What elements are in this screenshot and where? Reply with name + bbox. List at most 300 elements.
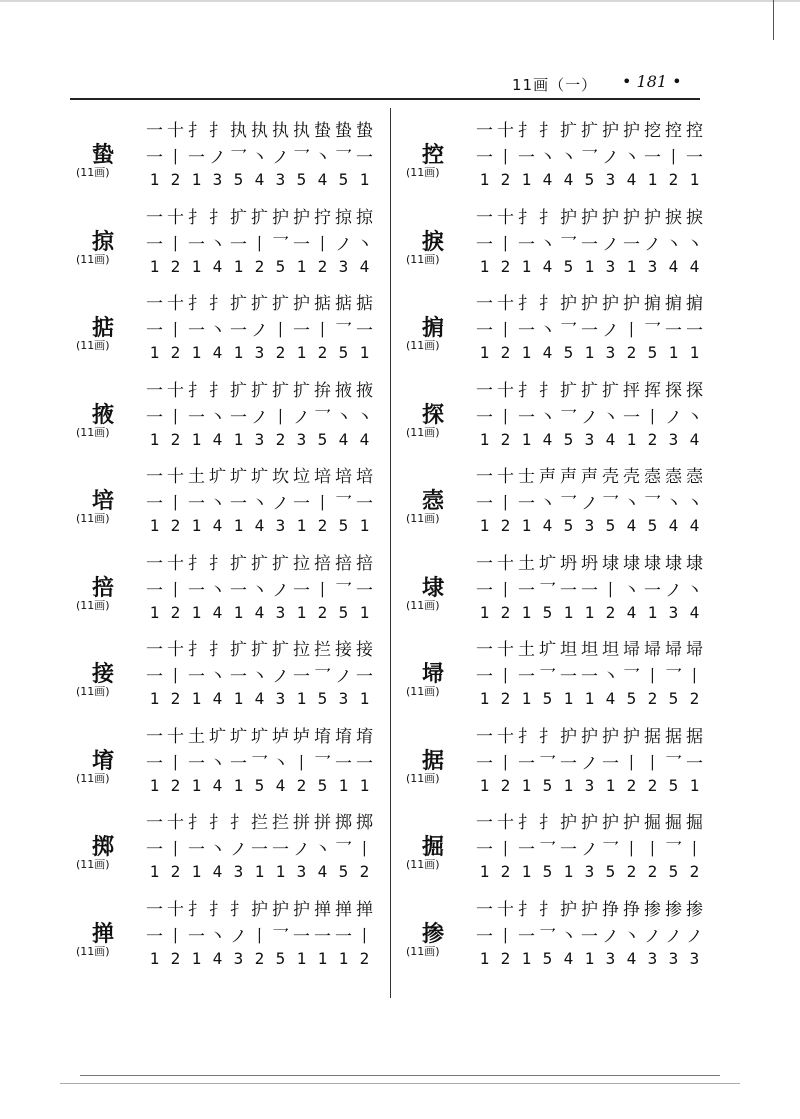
stroke-shape: 丨 — [497, 494, 514, 514]
progression-glyph: 护 — [581, 207, 598, 228]
stroke-code: 4 — [689, 429, 700, 449]
stroke-code: 2 — [275, 429, 286, 449]
progression-glyph: 掮 — [644, 294, 661, 314]
progression-glyph: 一 — [146, 553, 163, 574]
stroke-code: 1 — [149, 516, 160, 535]
stroke-code: 2 — [170, 170, 181, 189]
progression-glyph: 十 — [497, 640, 514, 660]
stroke-shape: 乛 — [560, 321, 577, 341]
stroke-shape: 丨 — [497, 840, 514, 860]
stroke-code: 5 — [317, 689, 328, 708]
stroke-code: 4 — [689, 256, 700, 276]
stroke-code-row — [144, 343, 375, 362]
entry-character: 接 — [91, 662, 114, 687]
stroke-code: 5 — [605, 862, 616, 881]
stroke-code: 5 — [338, 343, 349, 362]
stroke-code: 1 — [359, 775, 370, 795]
stroke-code: 1 — [689, 775, 700, 795]
stroke-code: 1 — [233, 516, 244, 535]
stroke-shape: 一 — [581, 234, 598, 255]
progression-glyph: 扩 — [293, 380, 310, 401]
stroke-shape: 丶 — [539, 407, 556, 428]
stroke-code: 4 — [212, 602, 223, 622]
progression-glyph: 扩 — [251, 294, 268, 314]
stroke-code: 2 — [500, 256, 511, 276]
progression-glyph: 掠 — [356, 207, 373, 228]
stroke-code: 2 — [647, 862, 658, 881]
stroke-progression-row — [474, 549, 705, 574]
stroke-shape: 丨 — [623, 753, 640, 774]
page-top-edge — [0, 0, 800, 2]
stroke-code: 4 — [359, 429, 370, 449]
progression-glyph: 掊 — [335, 553, 352, 574]
character-entry — [400, 458, 710, 545]
stroke-shape: 一 — [518, 753, 535, 774]
stroke-shape-row — [474, 230, 705, 255]
character-entry — [70, 458, 380, 545]
stroke-shape: 丨 — [623, 321, 640, 341]
stroke-code: 1 — [149, 775, 160, 795]
progression-glyph: 执 — [293, 121, 310, 141]
progression-glyph: 掷 — [356, 813, 373, 833]
stroke-shape: 丶 — [623, 148, 640, 168]
stroke-code-row — [474, 343, 705, 362]
stroke-code: 4 — [212, 343, 223, 362]
stroke-shape: 一 — [581, 321, 598, 341]
stroke-count-label: (11画) — [406, 252, 440, 266]
stroke-shape: 一 — [356, 753, 373, 774]
character-entry — [70, 545, 380, 632]
progression-glyph: 十 — [167, 640, 184, 660]
stroke-code: 5 — [542, 689, 553, 708]
progression-glyph: 一 — [146, 467, 163, 487]
stroke-code-row — [474, 170, 705, 189]
stroke-code: 5 — [563, 516, 574, 535]
stroke-shape-row — [474, 835, 705, 860]
stroke-code: 2 — [359, 862, 370, 881]
progression-glyph: 护 — [581, 813, 598, 833]
stroke-code: 3 — [605, 948, 616, 968]
stroke-code: 2 — [170, 256, 181, 276]
stroke-shape: 丶 — [539, 321, 556, 341]
character-entry — [400, 891, 710, 978]
stroke-code: 3 — [605, 343, 616, 362]
stroke-shape: 丨 — [602, 580, 619, 601]
stroke-code: 1 — [149, 170, 160, 189]
stroke-code: 1 — [479, 775, 490, 795]
stroke-shape: 丨 — [167, 494, 184, 514]
progression-glyph: 十 — [497, 380, 514, 401]
progression-glyph: 扌 — [230, 813, 247, 833]
progression-glyph: 十 — [497, 726, 514, 747]
progression-glyph: 拼 — [293, 813, 310, 833]
stroke-progression-row — [474, 722, 705, 747]
entry-character: 掘 — [421, 835, 444, 860]
progression-glyph: 扌 — [188, 640, 205, 660]
stroke-shape: ノ — [293, 407, 310, 428]
bottom-rule — [80, 1075, 720, 1076]
progression-glyph: 拦 — [272, 813, 289, 833]
progression-glyph: 圹 — [230, 467, 247, 487]
progression-glyph: 蛰 — [314, 121, 331, 141]
progression-glyph: 护 — [602, 294, 619, 314]
stroke-shape: ノ — [665, 580, 682, 601]
stroke-shape: 丶 — [314, 148, 331, 168]
progression-glyph: 扩 — [230, 640, 247, 660]
stroke-shape: 丨 — [497, 667, 514, 687]
stroke-code: 1 — [584, 602, 595, 622]
stroke-code: 5 — [254, 775, 265, 795]
stroke-shape: 丨 — [272, 321, 289, 341]
progression-glyph: 十 — [497, 467, 514, 487]
stroke-code: 5 — [668, 689, 679, 708]
stroke-code-row — [144, 257, 375, 276]
stroke-shape: 一 — [146, 407, 163, 428]
stroke-shape: 丶 — [623, 926, 640, 947]
stroke-code: 3 — [275, 602, 286, 622]
stroke-code: 1 — [521, 775, 532, 795]
progression-glyph: 护 — [602, 813, 619, 833]
progression-glyph: 十 — [167, 207, 184, 228]
stroke-code: 1 — [668, 343, 679, 362]
stroke-shape-row — [144, 489, 375, 514]
progression-glyph: 控 — [686, 121, 703, 141]
stroke-shape: ノ — [335, 667, 352, 687]
stroke-shape: 一 — [335, 753, 352, 774]
entry-character: 控 — [421, 143, 444, 168]
progression-glyph: 十 — [167, 553, 184, 574]
stroke-shape-row — [474, 143, 705, 168]
stroke-shape: 一 — [476, 321, 493, 341]
stroke-shape: ノ — [644, 234, 661, 255]
progression-glyph: 圹 — [230, 726, 247, 747]
stroke-code: 1 — [149, 256, 160, 276]
entry-character: 埭 — [421, 575, 444, 601]
progression-glyph: 埽 — [623, 640, 640, 660]
progression-glyph: 扌 — [188, 121, 205, 141]
entry-character: 掷 — [91, 835, 114, 860]
stroke-count-label: (11画) — [76, 771, 110, 785]
stroke-code: 1 — [149, 429, 160, 449]
stroke-code: 1 — [191, 170, 202, 189]
progression-glyph: 扌 — [188, 207, 205, 228]
stroke-shape: 一 — [230, 494, 247, 514]
stroke-code: 2 — [170, 775, 181, 795]
stroke-shape: 丶 — [251, 580, 268, 601]
progression-glyph: 扩 — [581, 380, 598, 401]
stroke-shape: 丶 — [251, 494, 268, 514]
stroke-code: 5 — [542, 775, 553, 795]
stroke-shape: ノ — [602, 321, 619, 341]
stroke-code: 1 — [149, 343, 160, 362]
stroke-shape: 一 — [356, 580, 373, 601]
stroke-shape: 丶 — [335, 407, 352, 428]
stroke-shape: 一 — [356, 667, 373, 687]
stroke-shape: 一 — [476, 580, 493, 601]
progression-glyph: 扌 — [539, 726, 556, 747]
stroke-progression-row — [144, 376, 375, 401]
progression-glyph: 扌 — [209, 294, 226, 314]
stroke-count-label: (11画) — [406, 944, 440, 958]
progression-glyph: 掘 — [686, 813, 703, 833]
stroke-shape: 一 — [146, 321, 163, 341]
stroke-shape: 乛 — [539, 926, 556, 947]
stroke-shape: 一 — [230, 580, 247, 601]
stroke-shape: 一 — [476, 926, 493, 947]
stroke-shape: 乛 — [539, 667, 556, 687]
stroke-code: 1 — [191, 602, 202, 622]
progression-glyph: 一 — [476, 207, 493, 228]
stroke-shape: 一 — [188, 407, 205, 428]
stroke-code: 3 — [584, 429, 595, 449]
progression-glyph: 扩 — [272, 640, 289, 660]
stroke-code: 4 — [542, 170, 553, 189]
stroke-shape-row — [144, 749, 375, 774]
stroke-count-label: (11画) — [406, 771, 440, 785]
progression-glyph: 一 — [476, 899, 493, 920]
stroke-shape: 丨 — [167, 580, 184, 601]
stroke-code: 1 — [479, 429, 490, 449]
stroke-shape: 乛 — [335, 840, 352, 860]
stroke-shape: 丶 — [665, 234, 682, 255]
progression-glyph: 扌 — [209, 553, 226, 574]
stroke-code: 2 — [359, 948, 370, 968]
stroke-progression-row — [474, 203, 705, 228]
stroke-progression-row — [144, 808, 375, 833]
stroke-shape-row — [144, 316, 375, 341]
left-column — [70, 112, 380, 977]
progression-glyph: 据 — [686, 726, 703, 747]
stroke-code: 3 — [668, 948, 679, 968]
stroke-code: 1 — [359, 170, 370, 189]
progression-glyph: 掖 — [356, 380, 373, 401]
stroke-code: 1 — [338, 775, 349, 795]
stroke-shape: 乛 — [581, 148, 598, 168]
stroke-code: 1 — [521, 256, 532, 276]
stroke-code: 3 — [584, 862, 595, 881]
stroke-code-row — [474, 430, 705, 449]
progression-glyph: 掂 — [356, 294, 373, 314]
stroke-code: 2 — [647, 689, 658, 708]
progression-glyph: 堉 — [356, 726, 373, 747]
stroke-shape: 丨 — [644, 667, 661, 687]
stroke-code: 1 — [521, 429, 532, 449]
stroke-count-label: (11画) — [406, 512, 440, 525]
stroke-shape: 一 — [560, 580, 577, 601]
progression-glyph: 土 — [518, 640, 535, 660]
stroke-shape: 一 — [581, 667, 598, 687]
progression-glyph: 土 — [518, 553, 535, 574]
stroke-code: 1 — [689, 170, 700, 189]
stroke-code-row — [144, 430, 375, 449]
stroke-shape: 丨 — [644, 753, 661, 774]
stroke-code: 5 — [584, 170, 595, 189]
stroke-shape: 一 — [146, 840, 163, 860]
stroke-shape: 一 — [188, 667, 205, 687]
stroke-shape: 一 — [146, 753, 163, 774]
stroke-code: 4 — [605, 429, 616, 449]
progression-glyph: 据 — [665, 726, 682, 747]
stroke-shape: 丶 — [539, 494, 556, 514]
progression-glyph: 壳 — [602, 467, 619, 487]
stroke-code: 1 — [584, 948, 595, 968]
stroke-shape: 一 — [686, 753, 703, 774]
stroke-code: 3 — [212, 170, 223, 189]
progression-glyph: 扌 — [230, 899, 247, 920]
stroke-shape: 丨 — [497, 321, 514, 341]
stroke-code: 2 — [668, 170, 679, 189]
progression-glyph: 扩 — [230, 294, 247, 314]
stroke-code: 5 — [563, 429, 574, 449]
progression-glyph: 扩 — [251, 553, 268, 574]
stroke-code: 3 — [668, 429, 679, 449]
progression-glyph: 拚 — [314, 380, 331, 401]
stroke-shape: 乛 — [272, 926, 289, 947]
stroke-shape: 一 — [518, 321, 535, 341]
stroke-code: 2 — [626, 343, 637, 362]
progression-glyph: 十 — [497, 121, 514, 141]
stroke-code: 2 — [170, 602, 181, 622]
stroke-count-label: (11画) — [406, 425, 440, 439]
stroke-count-label: (11画) — [76, 339, 110, 352]
stroke-shape: 一 — [188, 148, 205, 168]
stroke-count-label: (11画) — [76, 425, 110, 439]
stroke-code: 3 — [647, 256, 658, 276]
stroke-shape: 乛 — [602, 840, 619, 860]
progression-glyph: 一 — [146, 207, 163, 228]
stroke-shape-row — [144, 230, 375, 255]
stroke-code: 1 — [647, 170, 658, 189]
stroke-code: 1 — [359, 516, 370, 535]
stroke-code: 1 — [647, 602, 658, 622]
character-entry — [400, 718, 710, 805]
stroke-count-label: (11画) — [76, 858, 110, 871]
character-entry — [400, 804, 710, 891]
progression-glyph: 埽 — [665, 640, 682, 660]
progression-glyph: 护 — [293, 294, 310, 314]
entry-character: 掠 — [91, 229, 114, 255]
stroke-shape: 一 — [293, 926, 310, 947]
stroke-code: 1 — [479, 948, 490, 968]
stroke-shape: 一 — [518, 407, 535, 428]
stroke-shape: 丶 — [686, 407, 703, 428]
character-entry — [70, 891, 380, 978]
stroke-code: 5 — [542, 948, 553, 968]
stroke-code: 4 — [605, 689, 616, 708]
stroke-shape: 一 — [188, 926, 205, 947]
stroke-code: 4 — [212, 256, 223, 276]
progression-glyph: 挣 — [623, 899, 640, 920]
progression-glyph: 挥 — [644, 380, 661, 401]
stroke-code: 2 — [254, 948, 265, 968]
progression-glyph: 扩 — [560, 121, 577, 141]
stroke-code: 2 — [500, 689, 511, 708]
stroke-shape: 一 — [188, 580, 205, 601]
stroke-progression-row — [144, 635, 375, 660]
stroke-shape: 一 — [476, 667, 493, 687]
progression-glyph: 埽 — [686, 640, 703, 660]
stroke-code: 4 — [563, 948, 574, 968]
stroke-code: 5 — [647, 516, 658, 535]
stroke-code: 5 — [275, 948, 286, 968]
stroke-shape: ノ — [602, 926, 619, 947]
stroke-code: 2 — [500, 602, 511, 622]
character-entry — [400, 631, 710, 718]
entry-character: 悫 — [421, 489, 444, 514]
stroke-code-row — [474, 603, 705, 622]
progression-glyph: 扌 — [518, 380, 535, 401]
stroke-code: 1 — [479, 516, 490, 535]
entry-character: 掮 — [421, 316, 444, 341]
stroke-shape: 乛 — [623, 667, 640, 687]
stroke-shape: 乛 — [539, 753, 556, 774]
progression-glyph: 十 — [167, 899, 184, 920]
stroke-code-row — [474, 257, 705, 276]
stroke-shape: 一 — [356, 494, 373, 514]
stroke-shape: 一 — [623, 407, 640, 428]
stroke-shape: 乛 — [665, 840, 682, 860]
progression-glyph: 护 — [644, 207, 661, 228]
stroke-shape: 丶 — [272, 753, 289, 774]
stroke-progression-row — [144, 462, 375, 487]
stroke-shape: ノ — [272, 148, 289, 168]
progression-glyph: 十 — [497, 553, 514, 574]
progression-glyph: 培 — [314, 467, 331, 487]
stroke-code: 4 — [212, 775, 223, 795]
stroke-shape: 丶 — [209, 321, 226, 341]
stroke-code: 4 — [542, 256, 553, 276]
progression-glyph: 圹 — [539, 640, 556, 660]
stroke-code: 1 — [191, 948, 202, 968]
stroke-code: 1 — [521, 948, 532, 968]
stroke-code: 1 — [584, 689, 595, 708]
stroke-code: 3 — [275, 170, 286, 189]
progression-glyph: 坦 — [602, 640, 619, 660]
stroke-code: 1 — [191, 343, 202, 362]
stroke-shape: 丨 — [314, 321, 331, 341]
stroke-shape: 丨 — [497, 580, 514, 601]
stroke-code: 4 — [317, 170, 328, 189]
character-entry — [400, 372, 710, 459]
progression-glyph: 扩 — [272, 553, 289, 574]
stroke-shape: 一 — [560, 840, 577, 860]
progression-glyph: 掸 — [314, 899, 331, 920]
right-column — [400, 112, 710, 977]
stroke-code: 1 — [338, 948, 349, 968]
stroke-code: 3 — [668, 602, 679, 622]
stroke-code: 5 — [542, 602, 553, 622]
stroke-code: 2 — [317, 602, 328, 622]
stroke-code: 1 — [521, 862, 532, 881]
stroke-shape: ノ — [581, 407, 598, 428]
stroke-code: 2 — [500, 429, 511, 449]
progression-glyph: 扩 — [251, 640, 268, 660]
entry-character: 据 — [421, 748, 444, 774]
progression-glyph: 扌 — [209, 899, 226, 920]
stroke-code-row — [144, 603, 375, 622]
stroke-code: 4 — [275, 775, 286, 795]
stroke-shape: 一 — [335, 926, 352, 947]
progression-glyph: 扩 — [272, 380, 289, 401]
progression-glyph: 悫 — [644, 467, 661, 487]
progression-glyph: 接 — [335, 640, 352, 660]
progression-glyph: 埭 — [602, 553, 619, 574]
stroke-code: 5 — [668, 862, 679, 881]
stroke-code: 1 — [191, 429, 202, 449]
stroke-code-row — [474, 516, 705, 535]
stroke-shape: 一 — [518, 840, 535, 860]
progression-glyph: 掘 — [665, 813, 682, 833]
